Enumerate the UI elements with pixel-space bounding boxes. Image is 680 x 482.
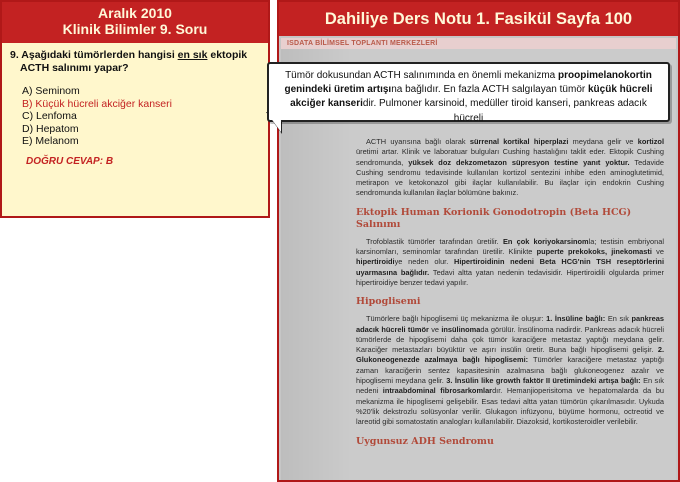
exam-question-number: Klinik Bilimler 9. Soru [62,21,208,37]
callout-tail-inner [270,117,281,132]
option-b: B) Küçük hücreli akciğer kanseri [22,97,172,110]
page-strip: ISDATA BİLİMSEL TOPLANTI MERKEZLERİ [281,38,676,49]
p3-e: ve [431,324,439,334]
heading-hipoglisemi: Hipoglisemi [356,296,421,308]
option-e: E) Melanom [22,135,79,147]
p3-g: da görülür. İnsülinoma nadirdir. Pankreas adacık hücreli tümörlerde de hipoglisemi daha çok tümör karaciğere metastaz yaptığı meydana gelir. Karaciğer metastazları büyüktür ve aşırı insülin üretir. Buna bağlı hipoglisemi gelişir. [356,324,665,355]
p3-f: insülinoma [441,324,481,334]
callout-t1: Tümör dokusundan ACTH salınımında en önemli mekanizma [285,70,556,81]
option-c: C) Lenfoma [22,110,77,122]
p3-k: En sık nedeni [356,376,665,396]
callout-b2: küçük hücreli akciğer kanseri [290,84,653,110]
correct-answer: DOĞRU CEVAP: B [26,155,114,167]
question-emphasis: en sık [177,49,208,61]
p3-a: Tümörlere bağlı hipoglisemi üç mekanizma ile oluşur: [366,314,544,324]
callout-t3: dir. Pulmoner karsinoid, medüller tiroid kanseri, pankreas adacık hücreli [362,98,647,124]
question-suffix: ektopik [210,49,248,61]
p3-b: 1. İnsüline bağlı: [546,314,606,324]
page-body [356,137,664,454]
paragraph-hcg [356,237,664,288]
p3-j: 3. İnsülin like growth faktör II üretimindeki artışa bağlı: [446,376,641,386]
p1-c: meydana gelir ve [572,137,634,146]
answer-options [2,75,268,148]
p3-c: En sık [607,314,629,324]
heading-hcg: Ektopik Human Korionik Gonodotropin (Beta HCG) Salınımı [356,206,632,230]
exam-date: Aralık 2010 [98,5,172,21]
p1-f: yüksek doz dekzometazon süpresyon testine yanıt yoktur. [408,157,630,167]
callout-t2: na bağlıdır. En fazla ACTH salgılayan tümör [391,84,586,96]
p3-l: intraabdominal fibrosarkomlar [382,386,493,396]
p1-e: üretimi artar. Klinik ve laboratuar bulguları Cushing hastalığını taklit eder. Ektopik Cushing sendromunda, [356,147,664,167]
p2-e: ve [656,247,664,257]
p2-c: la; testisin embriyonal karsinomları, seminomlar tarafından üretilir. Klinikte [356,236,664,257]
notes-header: Dahiliye Ders Notu 1. Fasikül Sayfa 100 [279,2,678,36]
paragraph-hipoglisemi [356,314,664,427]
question-line2: ACTH salınımı yapar? [20,62,129,74]
question-prefix: 9. Aşağıdaki tümörlerden hangisi [10,49,175,61]
p2-g: ye neden olur. [394,257,449,267]
p1-g: Tedavide Cushing sendromu tedavisinde kullanılan kortizol sentezini inhibe eden aminoglutetimid, metirapon ve ketokonazol gibi ilaçlar kullanılabilir. Bu ilaçlar için endokrin Cushing sendromunda kullanılan ilaçlar bölümüne bakınız. [356,157,665,198]
question-text [2,43,268,75]
p1-a: ACTH uyarısına bağlı olarak [366,137,466,146]
p2-d: puperte prekokoks, jinekomasti [536,247,652,257]
p3-i: Tümörler karaciğere metastaz yaptığı zaman karaciğerin sentez kapasitesinin azalmasına bağlı glukoneogenez azalır ve hipoglisemi meydana gelir. [356,355,665,386]
p2-i: Tedavi altta yatan nedenin tedavisidir. Hipertiroidili olgularda primer hipertiroidiye benzer tedavi yapılır. [356,267,664,287]
p1-b: sürrenal kortikal hiperplazi [469,137,569,146]
callout-b1: proopimelanokortin genindeki üretim artışı [284,70,652,96]
question-panel [0,0,270,218]
p3-d: pankreas adacık hücreli tümör [356,314,665,334]
p2-h: Hipertiroidinin nedeni Beta HCG'nin TSH reseptörlerini uyarmasına bağlıdır. [356,257,664,277]
p2-b: En çok koriyokarsinom [502,236,589,246]
p2-f: hipertiroidi [356,257,395,267]
callout-box [267,62,670,122]
heading-adh: Uygunsuz ADH Sendromu [356,435,494,447]
option-a: A) Seminom [22,85,80,97]
p3-m: dır. Hemanjioperisitoma ve hepatomalarda da bu mekanizma ile hipoglisemi gelişebilir. Esas tedavi altta yatan tümörün çıkarılmasıdır. Uykuda %20'lik dekstrozlu solüsyonlar verilir. Glukagon infüzyonu, büyüme hormonu, octreotid ve lareotid gibi somatostatin analogları kullanılabilir. Diazoksid, kortikosteroidler verilebilir. [356,386,664,427]
option-d: D) Hepatom [22,122,79,135]
p1-d: kortizol [637,137,664,146]
p3-h: 2. Glukoneogenezde azalmaya bağlı hipoglisemi: [356,345,664,365]
question-header [2,2,268,43]
paragraph-acth [356,137,664,199]
p2-a: Trofoblastik tümörler tarafından üretilir. [366,236,499,246]
